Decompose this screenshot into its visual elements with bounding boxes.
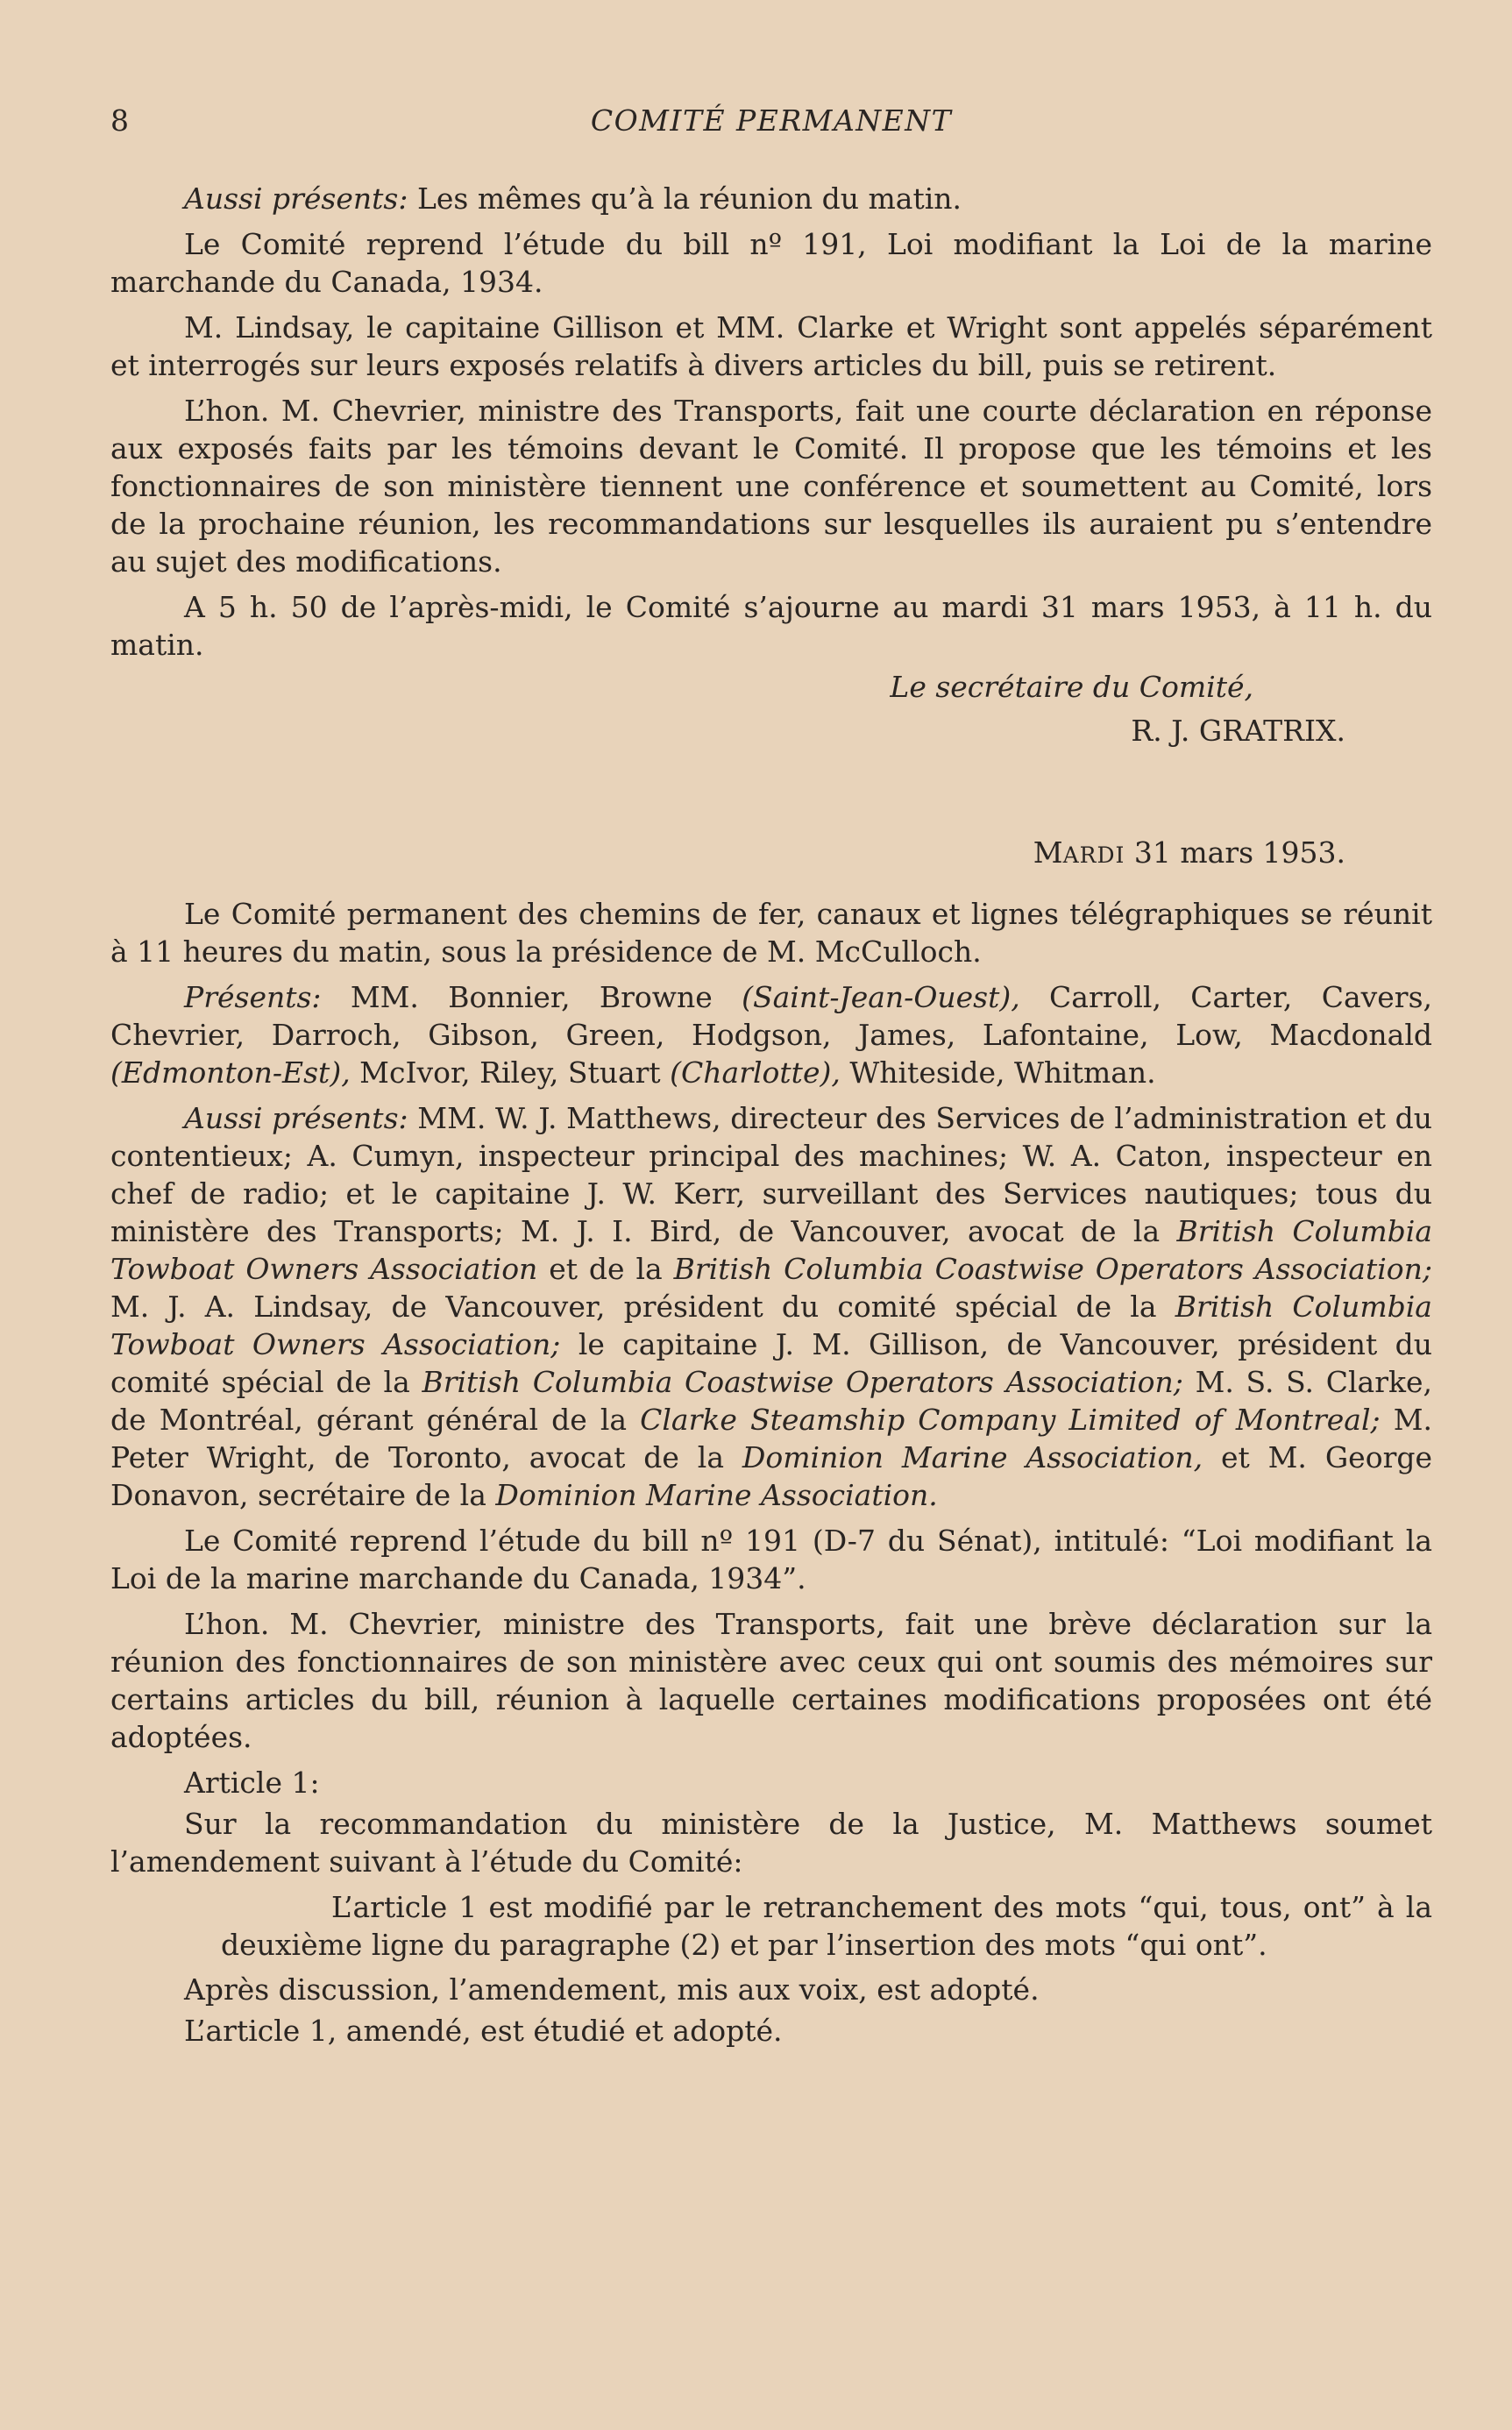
date-initial: M (1033, 835, 1063, 870)
session-date (110, 834, 1432, 874)
date-smallcaps: ARDI (1062, 842, 1125, 868)
text: le capitaine J. M. Gillison, de Vancouver, président du comité spécial de la (110, 1327, 1432, 1399)
organization: British Columbia Coastwise Operators Association; (673, 1252, 1433, 1286)
paragraph: L’hon. M. Chevrier, ministre des Transports, fait une brève déclaration sur la réunion des fonctionnaires de son ministère avec ceux qui ont soumis des mémoires sur certains articles du bill, réunion à laquelle certaines modifications proposées ont été adoptées. (110, 1607, 1432, 1754)
text: Les mêmes qu’à la réunion du matin. (408, 181, 962, 216)
text: McIvor, Riley, Stuart (350, 1055, 671, 1090)
document-body (110, 180, 1432, 2053)
text: et M. George Donavon, secrétaire de la (110, 1440, 1432, 1512)
text: M. J. A. Lindsay, de Vancouver, président du comité spécial de la (110, 1290, 1175, 1324)
paragraph: Après discussion, l’amendement, mis aux voix, est adopté. (184, 1972, 1040, 2007)
paragraph-aussi-presents (110, 1099, 1432, 1514)
signature-name: R. J. GRATRIX. (1131, 714, 1345, 748)
riding: (Charlotte), (670, 1055, 841, 1090)
text: et de la (537, 1252, 674, 1286)
text: Whiteside, Whitman. (840, 1055, 1156, 1090)
label-aussi-presents: Aussi présents: (184, 1101, 408, 1135)
paragraph (110, 180, 1432, 217)
running-head: COMITÉ PERMANENT (590, 103, 953, 138)
paragraph: A 5 h. 50 de l’après-midi, le Comité s’ajourne au mardi 31 mars 1953, à 11 h. du matin. (110, 590, 1432, 662)
organization: British Columbia Towboat Owners Association (110, 1214, 1432, 1286)
amendment-quote: L’article 1 est modifié par le retranchement des mots “qui, tous, ont” à la deuxième ligne du paragraphe (2) et par l’insertion des mots “qui ont”. (221, 1890, 1432, 1962)
paragraph: L’hon. M. Chevrier, ministre des Transports, fait une courte déclaration en réponse aux exposés faits par les témoins devant le Comité. Il propose que les témoins et les fonctionnaires de son ministère tiennent une conférence et soumettent au Comité, lors de la prochaine réunion, les recommandations sur lesquelles ils auraient pu s’entendre au sujet des modifications. (110, 394, 1432, 579)
riding: (Edmonton-Est), (110, 1055, 351, 1090)
text: Carroll, Carter, Cavers, Chevrier, Darroch, Gibson, Green, Hodgson, James, Lafontaine, Low, Macdonald (110, 980, 1432, 1052)
riding: (Saint-Jean-Ouest), (742, 980, 1020, 1014)
paragraph: M. Lindsay, le capitaine Gillison et MM. Clarke et Wright sont appelés séparément et interrogés sur leurs exposés relatifs à divers articles du bill, puis se retirent. (110, 310, 1432, 382)
paragraph-presents (110, 978, 1432, 1091)
text: M. S. S. Clarke, de Montréal, gérant général de la (110, 1365, 1432, 1437)
page-header (110, 103, 1432, 147)
signature-title: Le secrétaire du Comité, (890, 670, 1253, 704)
paragraph: Le Comité reprend l’étude du bill nº 191 (D-7 du Sénat), intitulé: “Loi modifiant la Loi de la marine marchande du Canada, 1934”. (110, 1524, 1432, 1595)
paragraph: Le Comité permanent des chemins de fer, canaux et lignes télégraphiques se réunit à 11 heures du matin, sous la présidence de M. McCulloch. (110, 897, 1432, 969)
date-tail: 31 mars 1953. (1125, 835, 1345, 870)
organization: Clarke Steamship Company Limited of Montreal; (640, 1403, 1381, 1437)
paragraph: Le Comité reprend l’étude du bill nº 191, Loi modifiant la Loi de la marine marchande du Canada, 1934. (110, 227, 1432, 299)
organization: British Columbia Towboat Owners Association; (110, 1290, 1432, 1361)
organization: British Columbia Coastwise Operators Association; (422, 1365, 1183, 1399)
organization: Dominion Marine Association. (495, 1478, 938, 1512)
label-aussi-presents: Aussi présents: (184, 181, 408, 216)
label-presents: Présents: (184, 980, 322, 1014)
text: MM. Bonnier, Browne (321, 980, 742, 1014)
paragraph: L’article 1, amendé, est étudié et adopté. (184, 2014, 783, 2048)
page-number: 8 (110, 103, 129, 138)
text: MM. W. J. Matthews, directeur des Services de l’administration et du contentieux; A. Cumyn, inspecteur principal des machines; W. A. Caton, inspecteur en chef de radio; et le capitaine J. W. Kerr, surveillant des Services nautiques; tous du ministère des Transports; M. J. I. Bird, de Vancouver, avocat de la (110, 1101, 1432, 1248)
article-heading: Article 1: (184, 1766, 320, 1800)
text: M. Peter Wright, de Toronto, avocat de la (110, 1403, 1432, 1474)
paragraph: Sur la recommandation du ministère de la Justice, M. Matthews soumet l’amendement suivant à l’étude du Comité: (110, 1807, 1432, 1879)
organization: Dominion Marine Association, (742, 1440, 1203, 1474)
